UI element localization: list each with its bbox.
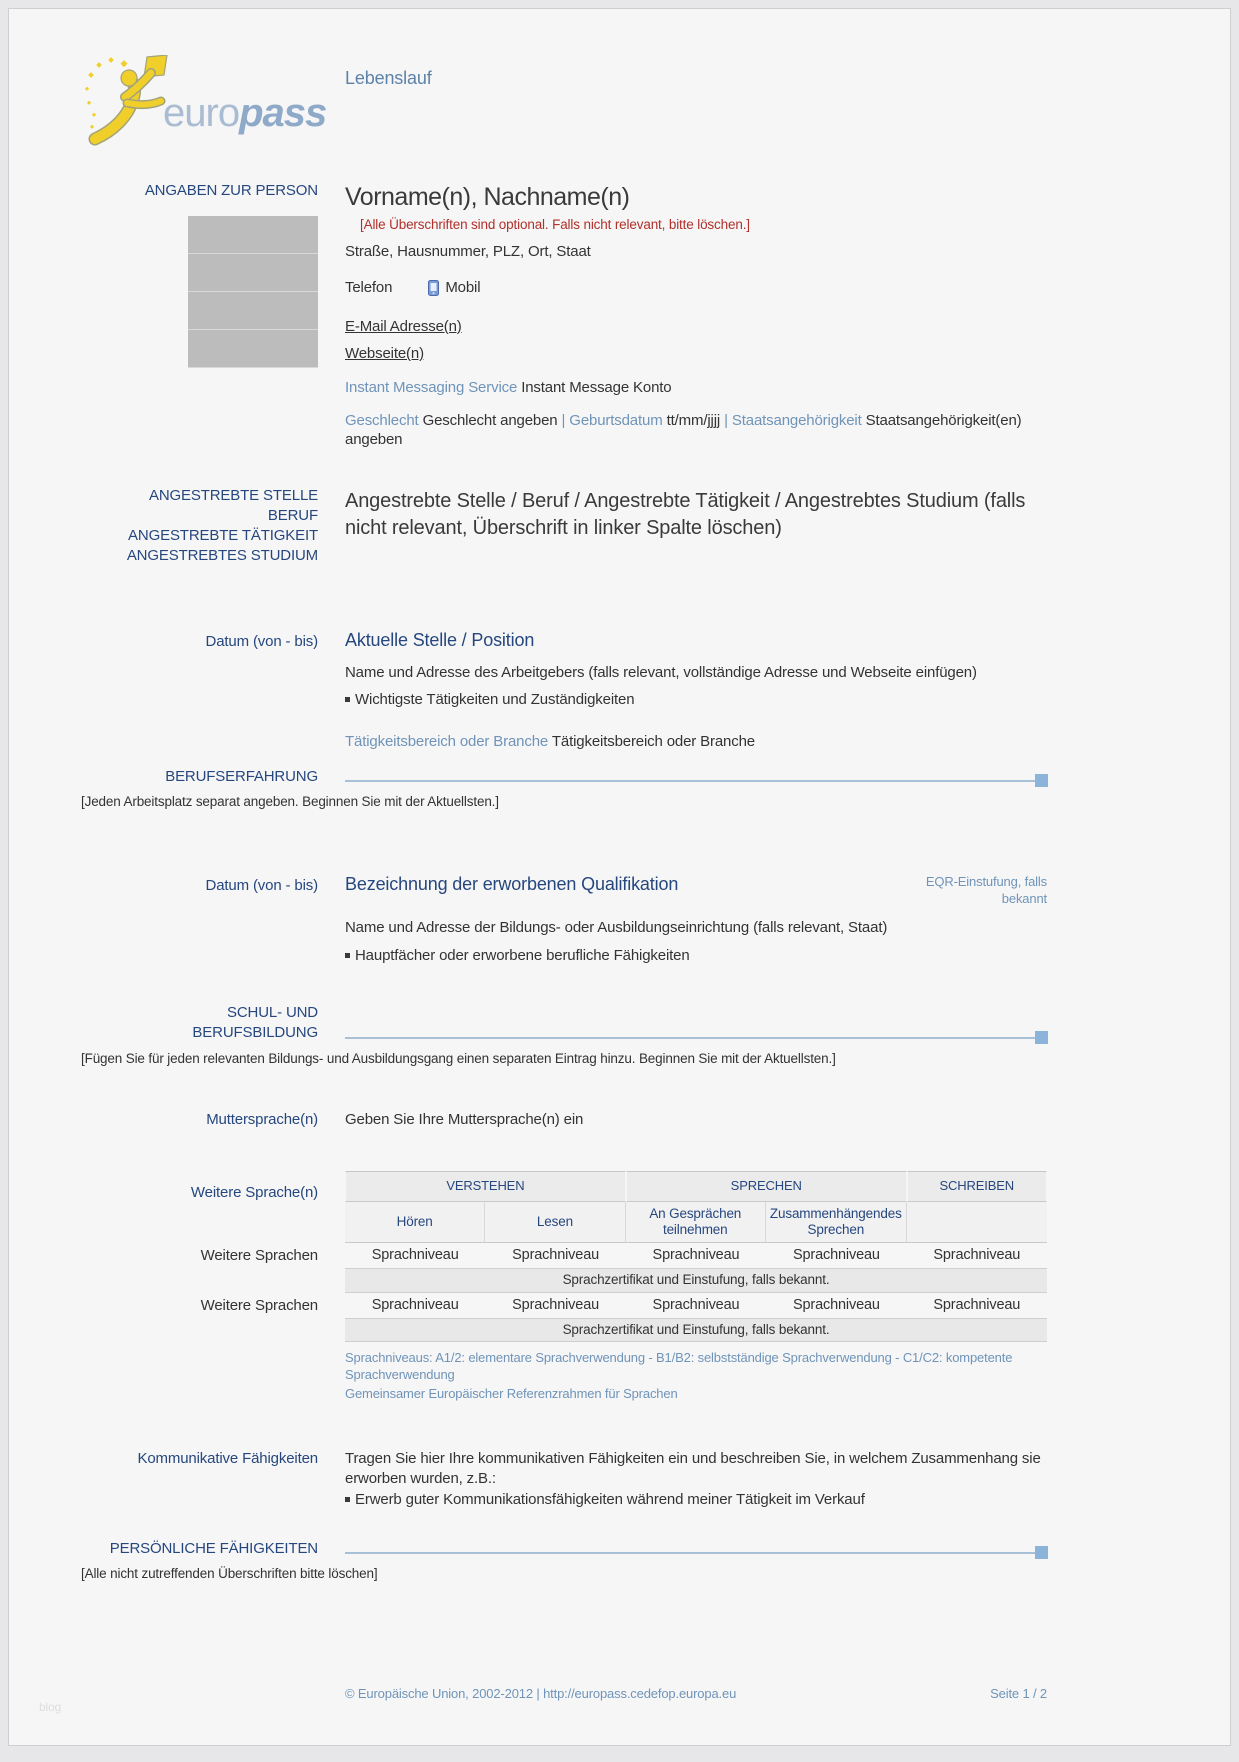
persoenliche-label: PERSÖNLICHE FÄHIGKEITEN: [109, 1539, 318, 1557]
table-subheader: Hören: [345, 1202, 485, 1243]
language-level-cell: Sprachniveau: [933, 1246, 1021, 1263]
desired-job-heading: Angestrebte Stelle / Beruf / Angestrebte Tätigkeit / Angestrebtes Studium (falls nicht relevant, Überschrift in linker Spalte löschen): [345, 489, 1026, 539]
email-link[interactable]: E-Mail Adresse(n): [345, 317, 462, 335]
schulbildung-label-line1: SCHUL- UND: [226, 1003, 318, 1021]
language-level-cell: Sprachniveau: [933, 1296, 1021, 1313]
certificate-row: [81, 1319, 1047, 1342]
desired-job-labels: [81, 486, 318, 567]
employer-text: Name und Adresse des Arbeitgebers (falls relevant, vollständige Adresse und Webseite einfügen): [345, 663, 977, 681]
subjects-bullet-text: Hauptfächer oder erworbene berufliche Fähigkeiten: [355, 946, 690, 964]
language-level-cell: Sprachniveau: [512, 1296, 600, 1313]
certificate-cell: Sprachzertifikat und Einstufung, falls bekannt.: [345, 1319, 1047, 1342]
job-label-line: ANGESTREBTES STUDIUM: [126, 547, 318, 565]
address-line: Straße, Hausnummer, PLZ, Ort, Staat: [345, 243, 591, 261]
job-label-line: ANGESTREBTE TÄTIGKEIT: [128, 527, 318, 545]
table-group-header: SCHREIBEN: [907, 1171, 1047, 1202]
communication-bullet-text: Erwerb guter Kommunikationsfähigkeiten während meiner Tätigkeit im Verkauf: [355, 1490, 865, 1508]
mother-tongue-label: Muttersprache(n): [206, 1110, 318, 1128]
language-level-cell: Sprachniveau: [792, 1296, 880, 1313]
gender-birth-nationality-line: [345, 411, 1047, 449]
logo-text-euro: euro: [163, 91, 240, 135]
communication-label: Kommunikative Fähigkeiten: [137, 1450, 318, 1468]
table-group-header: SPRECHEN: [626, 1171, 907, 1202]
sector-line: [345, 732, 1047, 751]
document-title: Lebenslauf: [345, 68, 432, 88]
sector-label: Tätigkeitsbereich oder Branche: [345, 732, 549, 750]
communication-bullet-item: [345, 1490, 1047, 1509]
certificate-row: [81, 1269, 1047, 1292]
table-group-header: VERSTEHEN: [345, 1171, 626, 1202]
institution-text: Name und Adresse der Bildungs- oder Ausbildungseinrichtung (falls relevant, Staat): [345, 919, 888, 937]
other-languages-header-row: [81, 1171, 1047, 1243]
nationality-value: Staatsangehörigkeit(en) angeben: [345, 412, 1022, 449]
birthdate-value: tt/mm/jjjj: [666, 412, 721, 430]
personal-skills-note: [Alle nicht zutreffenden Überschriften bitte löschen]: [81, 1566, 378, 1582]
language-levels-note: Sprachniveaus: A1/2: elementare Sprachverwendung - B1/B2: selbstständige Sprachverwendung - C1/C2: kompetente Sprachverwendung: [345, 1350, 1013, 1383]
education-entry: [81, 873, 1047, 965]
language-level-cell: Sprachniveau: [371, 1246, 459, 1263]
europass-page: [8, 8, 1231, 1746]
angaben-zur-person-label: ANGABEN ZUR PERSON: [144, 182, 318, 199]
im-account-value: Instant Message Konto: [521, 379, 672, 397]
communication-text: Tragen Sie hier Ihre kommunikativen Fähigkeiten ein und beschreiben Sie, in welchem Zusammenhang sie erworben wurden, z.B.:: [345, 1450, 1041, 1487]
website-link[interactable]: Webseite(n): [345, 344, 424, 362]
email-line: [345, 317, 1047, 336]
mother-tongue-value: Geben Sie Ihre Muttersprache(n) ein: [345, 1110, 584, 1128]
page-footer: [81, 1686, 1047, 1703]
position-heading: Aktuelle Stelle / Position: [345, 629, 535, 650]
education-section-header: [81, 1003, 1047, 1044]
language-level-cell: Sprachniveau: [371, 1296, 459, 1313]
personal-info-section: [81, 181, 1047, 450]
work-experience-note: [Jeden Arbeitsplatz separat angeben. Beginnen Sie mit der Aktuellsten.]: [81, 794, 499, 810]
europass-wordmark: [163, 93, 326, 133]
duties-bullet-item: [345, 690, 1047, 709]
gender-value: Geschlecht angeben: [422, 412, 558, 430]
cefr-link[interactable]: Gemeinsamer Europäischer Referenzrahmen für Sprachen: [345, 1386, 678, 1402]
table-subheader: [907, 1202, 1047, 1243]
personal-skills-section-header: [81, 1539, 1047, 1558]
language-level-cell: Sprachniveau: [652, 1246, 740, 1263]
mother-tongue-row: [81, 1110, 1047, 1129]
schulbildung-label-line2: BERUFSBILDUNG: [192, 1024, 318, 1042]
mobile-phone-icon: [428, 280, 439, 296]
education-note: [Fügen Sie für jeden relevanten Bildungs- und Ausbildungsgang einen separaten Eintrag hinzu. Beginnen Sie mit der Aktuellsten.]: [81, 1051, 836, 1067]
gender-label: Geschlecht: [345, 412, 419, 430]
person-name: Vorname(n), Nachname(n): [345, 183, 630, 211]
page-number: Seite 1 / 2: [990, 1686, 1047, 1702]
phone-line: [345, 278, 1047, 297]
language-level-cell: Sprachniveau: [512, 1246, 600, 1263]
website-line: [345, 344, 1047, 363]
other-languages-label: Weitere Sprache(n): [190, 1183, 318, 1201]
subjects-bullet-item: [345, 946, 1047, 965]
education-date-label: Datum (von - bis): [205, 876, 318, 894]
language-row: [81, 1243, 1047, 1270]
im-line: [345, 378, 1047, 397]
desired-job-section: [81, 486, 1047, 567]
eqr-note: EQR-Einstufung, falls bekannt: [925, 873, 1047, 906]
schulbildung-label: [81, 1003, 318, 1044]
experience-date-label: Datum (von - bis): [205, 632, 318, 650]
footer-copyright-link[interactable]: © Europäische Union, 2002-2012 | http://europass.cedefop.europa.eu: [345, 1686, 737, 1702]
nationality-label: Staatsangehörigkeit: [731, 412, 862, 430]
table-subheader: Lesen: [485, 1202, 625, 1243]
language-table-head: [345, 1171, 1047, 1243]
language-row: [81, 1293, 1047, 1320]
language-row-label: Weitere Sprachen: [200, 1297, 318, 1315]
language-level-cell: Sprachniveau: [652, 1296, 740, 1313]
page-header: [81, 55, 1047, 147]
communication-skills-row: [81, 1449, 1047, 1509]
section-divider: [345, 1552, 1047, 1554]
logo-text-pass: pass: [239, 91, 327, 135]
experience-entry: [81, 629, 1047, 752]
mobile-label: Mobil: [445, 279, 481, 297]
photo-placeholder: [188, 216, 318, 368]
job-label-line: BERUF: [267, 506, 318, 524]
sector-value: Tätigkeitsbereich oder Branche: [551, 732, 755, 750]
birthdate-label: Geburtsdatum: [569, 412, 663, 430]
qualification-heading: Bezeichnung der erworbenen Qualifikation: [345, 873, 679, 894]
work-experience-section-header: [81, 767, 1047, 786]
job-label-line: ANGESTREBTE STELLE: [148, 486, 318, 504]
europass-logo: [81, 55, 326, 147]
separator: |: [561, 412, 566, 430]
section-divider: [345, 780, 1047, 782]
separator: |: [724, 412, 728, 430]
berufserfahrung-label: BERUFSERFAHRUNG: [165, 768, 318, 786]
im-service-label: Instant Messaging Service: [345, 379, 518, 397]
duties-bullet-text: Wichtigste Tätigkeiten und Zuständigkeiten: [355, 690, 635, 708]
certificate-cell: Sprachzertifikat und Einstufung, falls bekannt.: [345, 1269, 1047, 1292]
language-row-label: Weitere Sprachen: [200, 1247, 318, 1265]
table-subheader: An Gesprächen teilnehmen: [626, 1202, 766, 1243]
language-level-cell: Sprachniveau: [792, 1246, 880, 1263]
language-levels-note-row: [81, 1342, 1047, 1403]
watermark-text: blog: [39, 1699, 62, 1714]
phone-label: Telefon: [345, 279, 393, 297]
table-subheader: Zusammenhängendes Sprechen: [766, 1202, 907, 1243]
section-divider: [345, 1037, 1047, 1039]
optional-headings-note: [Alle Überschriften sind optional. Falls nicht relevant, bitte löschen.]: [360, 217, 750, 232]
